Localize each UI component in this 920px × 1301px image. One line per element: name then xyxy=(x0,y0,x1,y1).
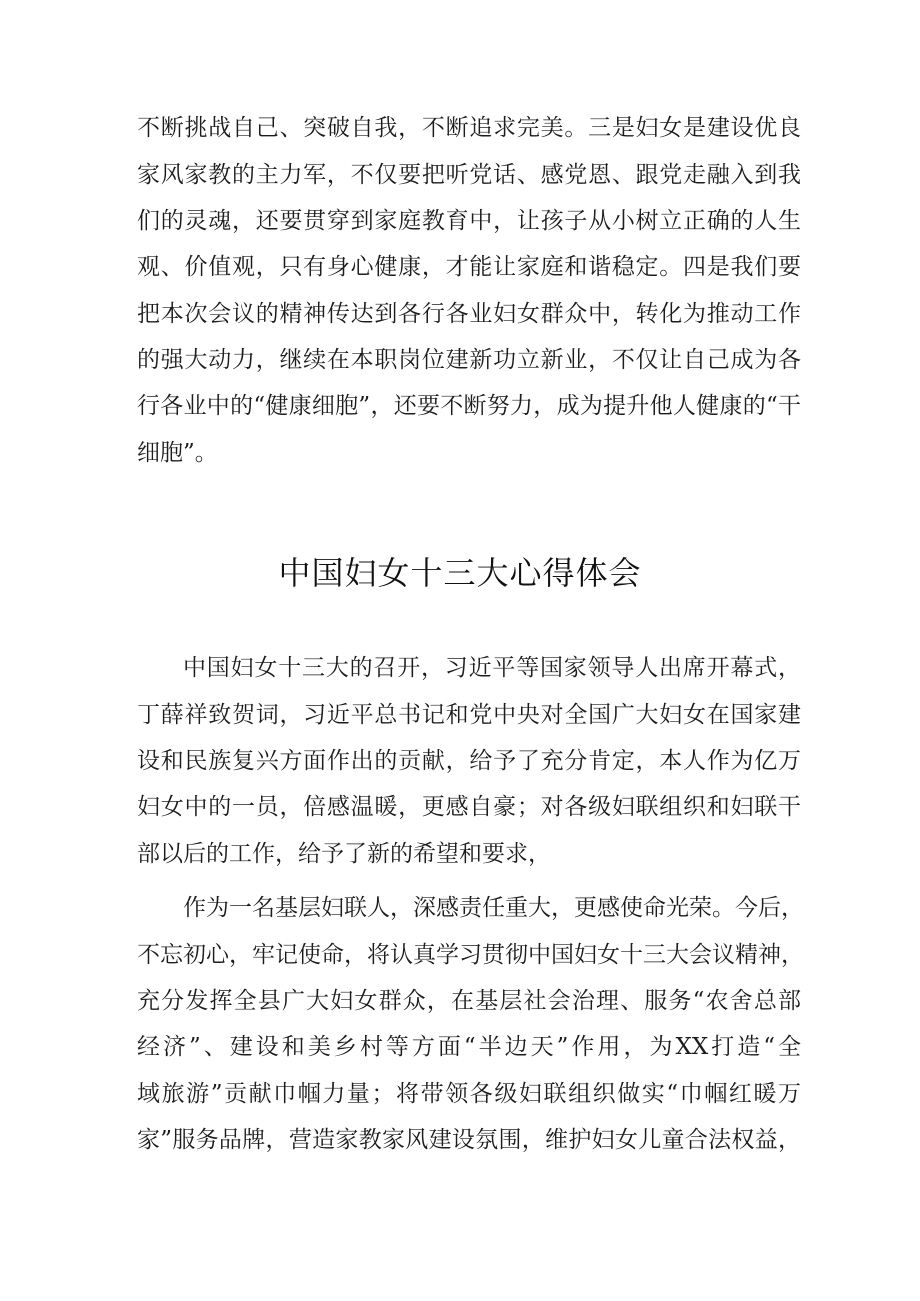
text-line: 作为一名基层妇联人，深感责任重大，更感使命光荣。今后， xyxy=(183,895,804,921)
text-line: 们的灵魂，还要贯穿到家庭教育中，让孩子从小树立正确的人生 xyxy=(137,208,801,234)
text-line: 细胞”。 xyxy=(137,440,218,466)
text-line: 经济”、建设和美乡村等方面“半边天”作用，为XX打造“全 xyxy=(137,1034,801,1060)
text-line: 把本次会议的精神传达到各行各业妇女群众中，转化为推动工作 xyxy=(137,301,801,327)
text-line: 不断挑战自己、突破自我，不断追求完美。三是妇女是建设优良 xyxy=(137,115,801,141)
text-line: 观、价值观，只有身心健康，才能让家庭和谐稳定。四是我们要 xyxy=(137,254,801,280)
text-line: 的强大动力，继续在本职岗位建新功立新业，不仅让自己成为各 xyxy=(137,347,801,373)
text-line: 家”服务品牌，营造家教家风建设氛围，维护妇女儿童合法权益， xyxy=(137,1127,801,1153)
text-line: 丁薛祥致贺词，习近平总书记和党中央对全国广大妇女在国家建 xyxy=(137,702,801,728)
text-line: 不忘初心，牢记使命，将认真学习贯彻中国妇女十三大会议精神， xyxy=(137,942,804,968)
text-line: 部以后的工作，给予了新的希望和要求， xyxy=(137,841,551,867)
text-line: 充分发挥全县广大妇女群众，在基层社会治理、服务“农舍总部 xyxy=(137,988,801,1014)
text-line: 中国妇女十三大的召开，习近平等国家领导人出席开幕式， xyxy=(183,655,801,681)
text-line: 妇女中的一员，倍感温暖，更感自豪；对各级妇联组织和妇联干 xyxy=(137,794,801,820)
text-line: 行各业中的“健康细胞”，还要不断努力，成为提升他人健康的“干 xyxy=(137,393,801,419)
text-line: 域旅游”贡献巾帼力量；将带领各级妇联组织做实“巾帼红暖万 xyxy=(137,1081,801,1107)
text-line: 设和民族复兴方面作出的贡献，给予了充分肯定，本人作为亿万 xyxy=(137,748,801,774)
page-title: 中国妇女十三大心得体会 xyxy=(278,554,642,592)
text-line: 家风家教的主力军，不仅要把听党话、感党恩、跟党走融入到我 xyxy=(137,162,801,188)
